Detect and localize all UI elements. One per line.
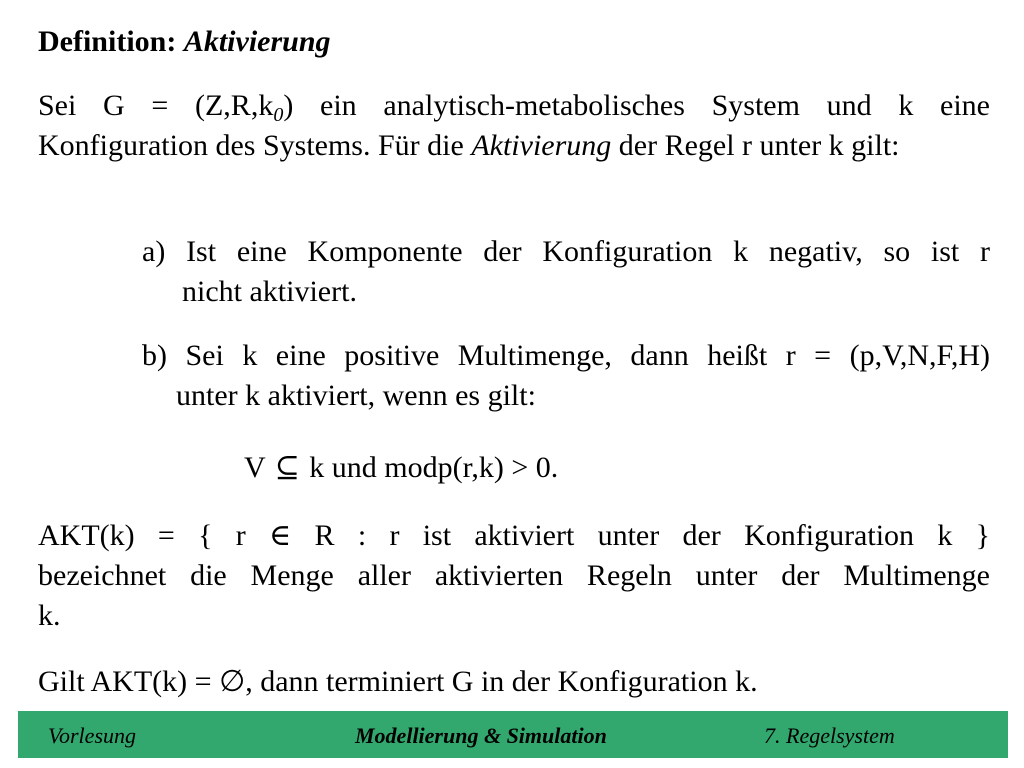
definition-term: Aktivierung: [183, 25, 331, 58]
subscript-zero: 0: [273, 104, 284, 126]
condition-a-line2: nicht aktiviert.: [182, 275, 357, 308]
condition-b: [142, 336, 990, 416]
formula-left: V: [244, 451, 266, 484]
paragraph1-part3: der Regel r unter k gilt:: [611, 129, 900, 162]
footer-chapter: 7. Regelsystem: [764, 723, 895, 748]
definition-label: Definition:: [38, 25, 177, 58]
akt-line3: k.: [38, 599, 61, 632]
formula-right: k und modp(r,k) > 0.: [309, 451, 559, 484]
footer-lecture: Vorlesung: [48, 723, 136, 748]
akt-line2: bezeichnet die Menge aller aktivierten Regeln unter der Multimenge: [38, 559, 990, 592]
condition-a: [142, 232, 990, 312]
condition-a-line1: a) Ist eine Komponente der Konfiguration k negativ, so ist r: [142, 235, 990, 268]
definition-title: [38, 22, 331, 62]
definition-paragraph: [38, 86, 990, 166]
subset-symbol: ⊆: [274, 451, 300, 484]
paragraph1-part1: Sei G = (Z,R,k: [38, 89, 274, 122]
activation-formula: [244, 448, 558, 488]
condition-b-line1: b) Sei k eine positive Multimenge, dann heißt r = (p,V,N,F,H): [142, 339, 990, 372]
footer-course: Modellierung & Simulation: [355, 723, 607, 748]
termination-statement: Gilt AKT(k) = ∅, dann terminiert G in der Konfiguration k.: [38, 665, 758, 698]
paragraph1-part2: ) ein analytisch-metabolisches System und k eine Konfiguration des Systems. Für die: [38, 89, 990, 162]
akt-line1: AKT(k) = { r ∈ R : r ist aktiviert unter der Konfiguration k }: [38, 519, 990, 552]
paragraph1-term: Aktivierung: [471, 129, 612, 162]
akt-definition: [38, 516, 990, 636]
condition-b-line2: unter k aktiviert, wenn es gilt:: [176, 379, 536, 412]
